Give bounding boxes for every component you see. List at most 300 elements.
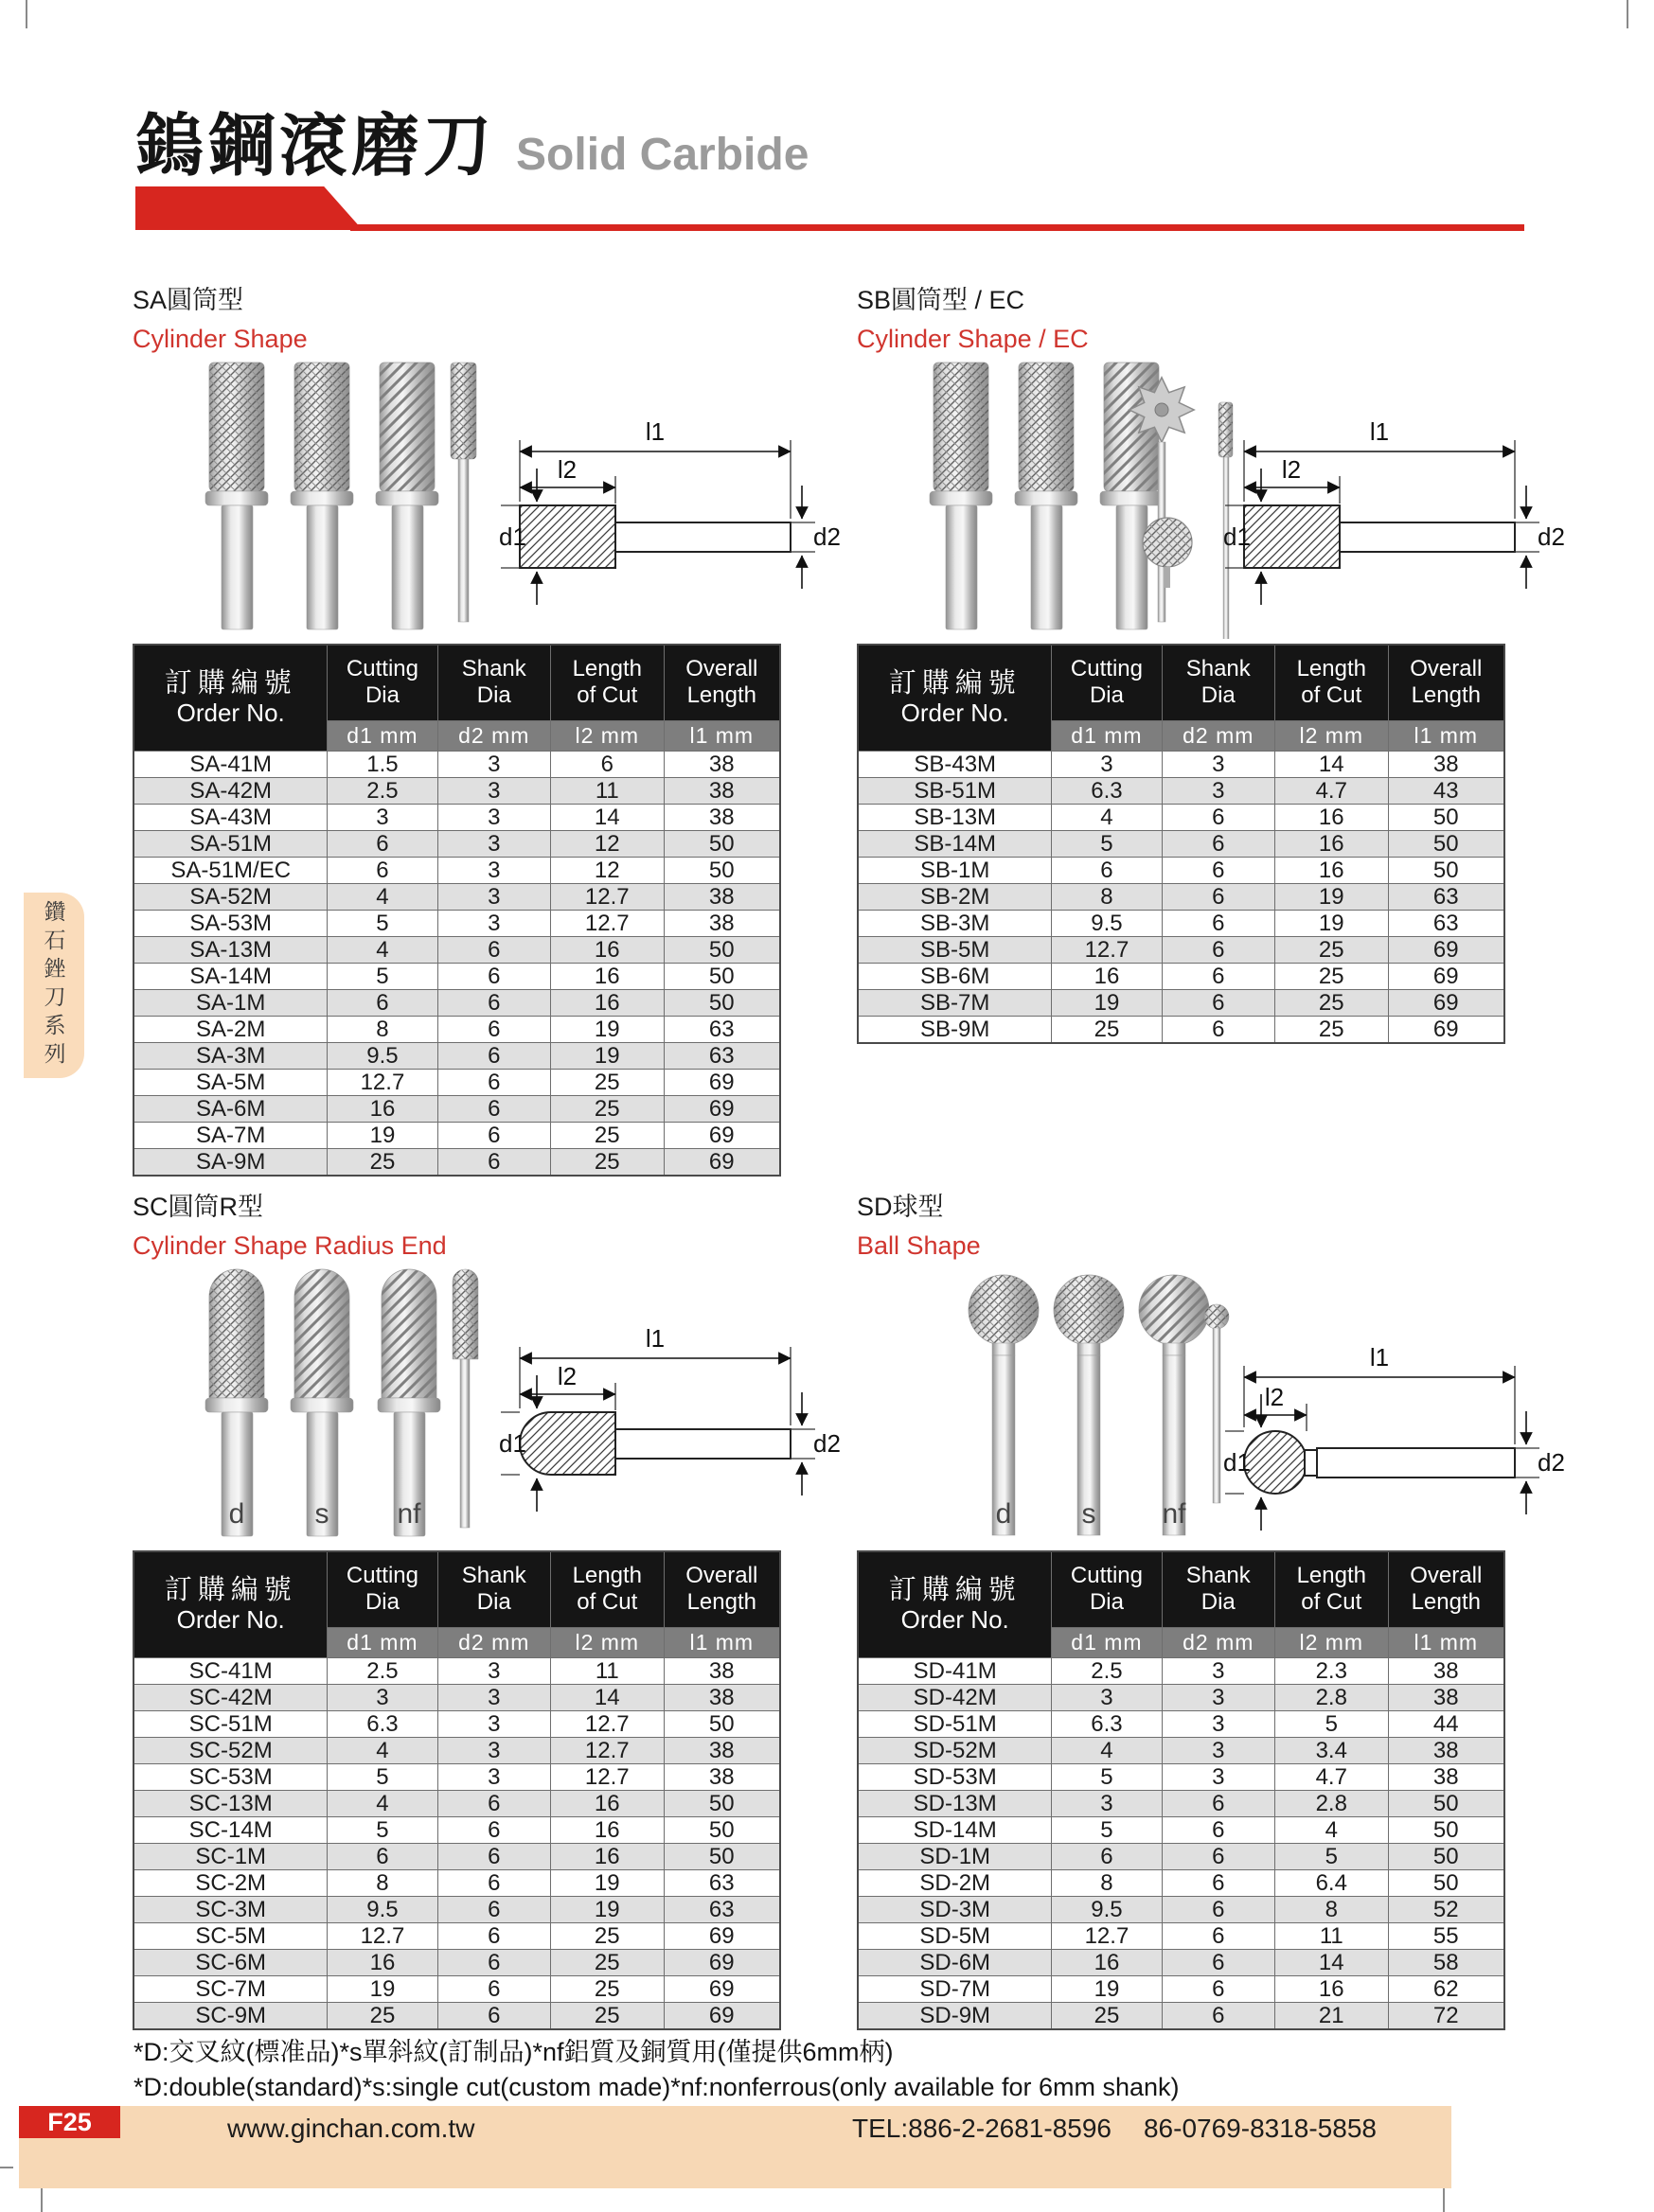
shank-dia-header: Shank Dia: [1162, 1551, 1275, 1627]
spec-value-cell: 12.7: [551, 1710, 665, 1737]
unit-d1: d1 mm: [328, 1627, 437, 1657]
section-title-en: Ball Shape: [857, 1231, 981, 1260]
order-no-cell: SD-5M: [858, 1922, 1052, 1949]
table-row: [858, 1949, 1504, 1975]
spec-value-cell: 63: [664, 1896, 780, 1922]
cutting-dia-header: Cutting Dia: [328, 1551, 437, 1627]
spec-value-cell: 5: [328, 963, 437, 989]
table-row: [133, 857, 780, 883]
table-row: [858, 1016, 1504, 1043]
unit-l1: l1 mm: [1388, 1627, 1504, 1657]
spec-value-cell: 69: [664, 1922, 780, 1949]
order-no-cell: SC-42M: [133, 1684, 328, 1710]
spec-value-cell: 6: [1052, 1843, 1162, 1869]
spec-value-cell: 6: [551, 751, 665, 777]
order-no-cell: SD-9M: [858, 2002, 1052, 2029]
spec-value-cell: 69: [664, 1949, 780, 1975]
spec-value-cell: 6: [437, 1869, 551, 1896]
spec-value-cell: 6: [328, 857, 437, 883]
dim-d2-label: d2: [813, 1429, 841, 1458]
spec-value-cell: 6: [437, 1975, 551, 2002]
shank-dia-header: Shank Dia: [437, 645, 551, 720]
spec-value-cell: 58: [1388, 1949, 1504, 1975]
spec-value-cell: 3: [437, 1710, 551, 1737]
dimension-diagram: [1221, 1337, 1576, 1555]
spec-value-cell: 69: [664, 1095, 780, 1122]
spec-value-cell: 69: [1388, 989, 1504, 1016]
spec-value-cell: 16: [1275, 1975, 1389, 2002]
spec-value-cell: 3: [437, 1684, 551, 1710]
burr-cylinder: [930, 363, 992, 629]
spec-value-cell: 16: [551, 936, 665, 963]
order-no-cell: SD-6M: [858, 1949, 1052, 1975]
dim-d1-label: d1: [499, 522, 526, 551]
order-no-cell: SD-3M: [858, 1896, 1052, 1922]
spec-value-cell: 6: [437, 1922, 551, 1949]
spec-value-cell: 3: [437, 910, 551, 936]
order-no-header: 訂購編號 Order No.: [133, 645, 328, 751]
spec-value-cell: 6: [437, 1016, 551, 1042]
spec-value-cell: 6: [437, 1148, 551, 1176]
spec-value-cell: 2.8: [1275, 1790, 1389, 1816]
order-no-cell: SD-53M: [858, 1763, 1052, 1790]
spec-value-cell: 63: [664, 1869, 780, 1896]
spec-value-cell: 50: [664, 989, 780, 1016]
order-no-cell: SC-13M: [133, 1790, 328, 1816]
order-no-cell: SA-43M: [133, 804, 328, 830]
table-row: [133, 1763, 780, 1790]
spec-value-cell: 25: [551, 2002, 665, 2029]
dim-l1-label: l1: [1369, 417, 1390, 446]
spec-value-cell: 9.5: [328, 1896, 437, 1922]
table-row: [133, 830, 780, 857]
burr-ball: [1054, 1275, 1124, 1535]
section-title-zh: SD球型: [857, 1193, 944, 1221]
dim-d1-label: d1: [1223, 1448, 1251, 1477]
order-no-header: 訂購編號 Order No.: [133, 1551, 328, 1657]
table-row: [858, 830, 1504, 857]
shank-dia-header: Shank Dia: [437, 1551, 551, 1627]
order-no-cell: SC-14M: [133, 1816, 328, 1843]
spec-value-cell: 4: [1052, 804, 1162, 830]
unit-l1: l1 mm: [664, 1627, 780, 1657]
page-number-badge: F25: [19, 2106, 120, 2138]
spec-value-cell: 8: [1052, 883, 1162, 910]
spec-value-cell: 6: [1162, 1843, 1275, 1869]
spec-value-cell: 6.3: [1052, 1710, 1162, 1737]
spec-value-cell: 25: [328, 2002, 437, 2029]
spec-value-cell: 9.5: [1052, 1896, 1162, 1922]
spec-value-cell: 12.7: [551, 1763, 665, 1790]
spec-value-cell: 16: [551, 1790, 665, 1816]
spec-value-cell: 16: [551, 1843, 665, 1869]
spec-value-cell: 38: [664, 910, 780, 936]
spec-value-cell: 3: [1162, 751, 1275, 777]
unit-l1: l1 mm: [664, 720, 780, 751]
cut-type-label-s: s: [1081, 1498, 1096, 1530]
spec-value-cell: 6: [1162, 830, 1275, 857]
length-of-cut-header: Length of Cut: [551, 1551, 665, 1627]
spec-value-cell: 6: [437, 936, 551, 963]
spec-value-cell: 6: [437, 963, 551, 989]
product-photo-cylinder-ec-burrs: [923, 355, 1250, 639]
spec-value-cell: 12.7: [551, 910, 665, 936]
spec-value-cell: 3: [1162, 1657, 1275, 1684]
dim-d1-label: d1: [1223, 522, 1251, 551]
spec-value-cell: 38: [664, 1763, 780, 1790]
unit-d1: d1 mm: [1052, 720, 1162, 751]
spec-value-cell: 4: [328, 883, 437, 910]
table-row: [858, 936, 1504, 963]
spec-value-cell: 50: [664, 936, 780, 963]
spec-value-cell: 19: [1275, 883, 1389, 910]
spec-value-cell: 3: [1162, 1684, 1275, 1710]
spec-value-cell: 4.7: [1275, 1763, 1389, 1790]
unit-l2: l2 mm: [1275, 1627, 1389, 1657]
crop-mark: [0, 2167, 13, 2168]
spec-value-cell: 19: [328, 1975, 437, 2002]
cut-type-label-nf: nf: [397, 1498, 421, 1530]
order-no-cell: SC-3M: [133, 1896, 328, 1922]
spec-value-cell: 12.7: [551, 1737, 665, 1763]
red-accent-line: [350, 224, 1524, 231]
order-no-cell: SA-51M: [133, 830, 328, 857]
shank-dia-header: Shank Dia: [1162, 645, 1275, 720]
table-row: [133, 883, 780, 910]
spec-value-cell: 9.5: [328, 1042, 437, 1069]
burr-cylinder: [205, 363, 268, 629]
spec-value-cell: 6: [1162, 1016, 1275, 1043]
spec-value-cell: 6: [437, 1816, 551, 1843]
table-row: [133, 804, 780, 830]
spec-value-cell: 63: [1388, 910, 1504, 936]
table-row: [133, 751, 780, 777]
order-no-cell: SA-3M: [133, 1042, 328, 1069]
order-no-cell: SB-7M: [858, 989, 1052, 1016]
order-no-cell: SA-2M: [133, 1016, 328, 1042]
spec-value-cell: 69: [664, 1122, 780, 1148]
spec-table-sa: [133, 644, 781, 1177]
table-row: [133, 1042, 780, 1069]
dim-d2-label: d2: [813, 522, 841, 551]
spec-value-cell: 4: [328, 1737, 437, 1763]
spec-value-cell: 3: [1162, 777, 1275, 804]
spec-value-cell: 16: [551, 1816, 665, 1843]
spec-value-cell: 55: [1388, 1922, 1504, 1949]
spec-value-cell: 4: [328, 1790, 437, 1816]
ec-ball-cutter: [1139, 514, 1198, 593]
cut-type-label-d: d: [228, 1498, 245, 1530]
spec-value-cell: 6: [1162, 1790, 1275, 1816]
order-no-cell: SC-5M: [133, 1922, 328, 1949]
burr-radius-end-small: [453, 1269, 478, 1528]
table-row: [858, 989, 1504, 1016]
table-row: [133, 1122, 780, 1148]
spec-value-cell: 50: [664, 1710, 780, 1737]
spec-value-cell: 3: [437, 830, 551, 857]
spec-value-cell: 6: [437, 1843, 551, 1869]
spec-value-cell: 50: [664, 1816, 780, 1843]
table-row: [133, 1869, 780, 1896]
spec-value-cell: 50: [1388, 1790, 1504, 1816]
table-row: [133, 1710, 780, 1737]
spec-value-cell: 25: [1275, 936, 1389, 963]
product-photo-cylinder-burrs: [199, 355, 492, 639]
cut-type-labels: [199, 1498, 483, 1532]
unit-l2: l2 mm: [551, 720, 665, 751]
section-title-en: Cylinder Shape: [133, 325, 308, 353]
order-no-cell: SA-6M: [133, 1095, 328, 1122]
unit-l2: l2 mm: [1275, 720, 1389, 751]
spec-value-cell: 11: [551, 777, 665, 804]
unit-d1: d1 mm: [328, 720, 437, 751]
spec-value-cell: 12.7: [328, 1922, 437, 1949]
order-no-cell: SC-1M: [133, 1843, 328, 1869]
table-row: [858, 857, 1504, 883]
spec-value-cell: 3: [437, 1737, 551, 1763]
table-row: [133, 1148, 780, 1176]
spec-value-cell: 50: [1388, 1869, 1504, 1896]
spec-value-cell: 25: [1275, 1016, 1389, 1043]
spec-value-cell: 38: [664, 1737, 780, 1763]
table-row: [858, 1710, 1504, 1737]
section-title-zh: SC圓筒R型: [133, 1193, 264, 1221]
spec-value-cell: 6: [437, 989, 551, 1016]
table-row: [133, 1896, 780, 1922]
spec-value-cell: 63: [1388, 883, 1504, 910]
spec-value-cell: 38: [1388, 1737, 1504, 1763]
spec-value-cell: 3: [437, 804, 551, 830]
spec-value-cell: 25: [328, 1148, 437, 1176]
order-no-cell: SA-52M: [133, 883, 328, 910]
spec-value-cell: 44: [1388, 1710, 1504, 1737]
spec-value-cell: 3: [437, 883, 551, 910]
order-no-cell: SD-13M: [858, 1790, 1052, 1816]
spec-value-cell: 3: [437, 857, 551, 883]
overall-length-header: Overall Length: [1388, 1551, 1504, 1627]
order-no-cell: SC-6M: [133, 1949, 328, 1975]
spec-value-cell: 3: [437, 751, 551, 777]
section-sa: [133, 279, 841, 1188]
table-row: [133, 963, 780, 989]
spec-value-cell: 50: [1388, 1816, 1504, 1843]
table-header: [858, 645, 1504, 751]
table-row: [133, 777, 780, 804]
spec-value-cell: 38: [1388, 1684, 1504, 1710]
cutting-dia-header: Cutting Dia: [1052, 1551, 1162, 1627]
spec-value-cell: 72: [1388, 2002, 1504, 2029]
spec-value-cell: 38: [664, 777, 780, 804]
spec-value-cell: 3: [328, 804, 437, 830]
order-no-cell: SC-53M: [133, 1763, 328, 1790]
spec-value-cell: 2.3: [1275, 1657, 1389, 1684]
order-no-header: 訂購編號 Order No.: [858, 645, 1052, 751]
cut-type-labels: [966, 1498, 1250, 1532]
table-row: [858, 777, 1504, 804]
order-no-cell: SD-14M: [858, 1816, 1052, 1843]
dim-d2-label: d2: [1538, 1448, 1565, 1477]
spec-value-cell: 3.4: [1275, 1737, 1389, 1763]
spec-value-cell: 50: [664, 830, 780, 857]
footer-bar: [19, 2106, 1451, 2188]
table-row: [133, 1737, 780, 1763]
spec-value-cell: 25: [1052, 1016, 1162, 1043]
spec-value-cell: 16: [1275, 830, 1389, 857]
spec-value-cell: 25: [551, 1975, 665, 2002]
overall-length-header: Overall Length: [1388, 645, 1504, 720]
unit-l1: l1 mm: [1388, 720, 1504, 751]
burr-cylinder-single-cut: [376, 363, 438, 629]
order-no-cell: SA-1M: [133, 989, 328, 1016]
table-row: [858, 883, 1504, 910]
section-title-zh: SA圓筒型: [133, 286, 244, 314]
spec-value-cell: 6: [437, 1949, 551, 1975]
table-row: [858, 1975, 1504, 2002]
table-row: [133, 1949, 780, 1975]
order-no-cell: SA-7M: [133, 1122, 328, 1148]
table-body: [858, 1657, 1504, 2029]
table-row: [858, 1657, 1504, 1684]
spec-value-cell: 6: [1162, 1975, 1275, 2002]
unit-d2: d2 mm: [437, 720, 551, 751]
spec-value-cell: 38: [664, 1657, 780, 1684]
burr-radius-end: [205, 1269, 268, 1536]
order-no-cell: SB-6M: [858, 963, 1052, 989]
spec-value-cell: 12: [551, 857, 665, 883]
spec-value-cell: 16: [1275, 857, 1389, 883]
dim-l2-label: l2: [1264, 1383, 1285, 1411]
spec-value-cell: 14: [1275, 1949, 1389, 1975]
spec-value-cell: 2.5: [328, 777, 437, 804]
spec-value-cell: 6: [1162, 1869, 1275, 1896]
spec-value-cell: 5: [1052, 830, 1162, 857]
table-row: [133, 1922, 780, 1949]
table-header: [133, 1551, 780, 1657]
spec-value-cell: 6: [437, 1069, 551, 1095]
spec-value-cell: 3: [1162, 1737, 1275, 1763]
table-row: [858, 2002, 1504, 2029]
dim-l1-label: l1: [645, 417, 666, 446]
spec-value-cell: 4: [1052, 1737, 1162, 1763]
dim-l2-label: l2: [557, 455, 578, 484]
order-no-cell: SA-53M: [133, 910, 328, 936]
spec-value-cell: 50: [664, 963, 780, 989]
table-body: [133, 751, 780, 1176]
spec-value-cell: 6: [1162, 883, 1275, 910]
spec-value-cell: 6: [1162, 1922, 1275, 1949]
spec-table-sc: [133, 1550, 781, 2030]
order-no-cell: SB-9M: [858, 1016, 1052, 1043]
spec-value-cell: 3: [1052, 751, 1162, 777]
table-row: [858, 804, 1504, 830]
footer-tel-1: TEL:886-2-2681-8596: [852, 2114, 1112, 2143]
spec-value-cell: 6: [1162, 1949, 1275, 1975]
spec-value-cell: 6.4: [1275, 1869, 1389, 1896]
spec-value-cell: 38: [1388, 1657, 1504, 1684]
spec-value-cell: 16: [1052, 1949, 1162, 1975]
spec-value-cell: 5: [328, 910, 437, 936]
table-row: [133, 1684, 780, 1710]
order-no-cell: SB-43M: [858, 751, 1052, 777]
order-no-cell: SD-51M: [858, 1710, 1052, 1737]
table-row: [133, 1843, 780, 1869]
spec-value-cell: 6: [437, 1095, 551, 1122]
order-no-cell: SC-9M: [133, 2002, 328, 2029]
spec-value-cell: 21: [1275, 2002, 1389, 2029]
burr-ball-single-cut: [1139, 1275, 1209, 1535]
table-row: [858, 1843, 1504, 1869]
spec-value-cell: 12.7: [1052, 1922, 1162, 1949]
spec-value-cell: 50: [664, 1843, 780, 1869]
cut-type-label-nf: nf: [1162, 1498, 1186, 1530]
table-body: [858, 751, 1504, 1043]
spec-value-cell: 5: [1052, 1763, 1162, 1790]
order-no-cell: SD-41M: [858, 1657, 1052, 1684]
order-no-cell: SD-42M: [858, 1684, 1052, 1710]
table-row: [858, 1737, 1504, 1763]
series-side-tab: [24, 893, 84, 1078]
order-no-cell: SA-9M: [133, 1148, 328, 1176]
spec-value-cell: 52: [1388, 1896, 1504, 1922]
spec-value-cell: 25: [1052, 2002, 1162, 2029]
spec-value-cell: 38: [1388, 1763, 1504, 1790]
spec-value-cell: 16: [551, 963, 665, 989]
spec-value-cell: 69: [664, 1148, 780, 1176]
spec-value-cell: 25: [1275, 989, 1389, 1016]
spec-value-cell: 25: [551, 1148, 665, 1176]
burr-cylinder: [1015, 363, 1077, 629]
spec-value-cell: 1.5: [328, 751, 437, 777]
cutting-dia-header: Cutting Dia: [1052, 645, 1162, 720]
table-row: [858, 1896, 1504, 1922]
spec-value-cell: 3: [437, 1763, 551, 1790]
order-no-cell: SB-14M: [858, 830, 1052, 857]
spec-value-cell: 63: [664, 1042, 780, 1069]
order-no-cell: SC-2M: [133, 1869, 328, 1896]
table-row: [858, 751, 1504, 777]
table-row: [133, 910, 780, 936]
table-header: [858, 1551, 1504, 1657]
order-no-cell: SB-5M: [858, 936, 1052, 963]
spec-value-cell: 62: [1388, 1975, 1504, 2002]
unit-d1: d1 mm: [1052, 1627, 1162, 1657]
order-no-cell: SC-41M: [133, 1657, 328, 1684]
length-of-cut-header: Length of Cut: [1275, 645, 1389, 720]
order-no-cell: SA-42M: [133, 777, 328, 804]
spec-value-cell: 19: [328, 1122, 437, 1148]
table-row: [858, 1869, 1504, 1896]
spec-value-cell: 16: [328, 1095, 437, 1122]
order-no-cell: SD-52M: [858, 1737, 1052, 1763]
unit-d2: d2 mm: [1162, 1627, 1275, 1657]
burr-radius-end: [291, 1269, 353, 1536]
table-row: [858, 1684, 1504, 1710]
spec-value-cell: 4: [1275, 1816, 1389, 1843]
spec-value-cell: 19: [1275, 910, 1389, 936]
section-sb: [857, 279, 1565, 1188]
section-title-en: Cylinder Shape Radius End: [133, 1231, 447, 1260]
cut-type-label-d: d: [995, 1498, 1012, 1530]
spec-value-cell: 69: [1388, 936, 1504, 963]
table-row: [133, 1095, 780, 1122]
spec-value-cell: 25: [551, 1922, 665, 1949]
spec-value-cell: 14: [1275, 751, 1389, 777]
table-body: [133, 1657, 780, 2029]
spec-value-cell: 50: [1388, 830, 1504, 857]
footnote-zh: *D:交叉紋(標准品)*s單斜紋(訂制品)*nf鋁質及銅質用(僅提供6mm柄): [133, 2038, 894, 2066]
length-of-cut-header: Length of Cut: [1275, 1551, 1389, 1627]
spec-value-cell: 2.5: [328, 1657, 437, 1684]
